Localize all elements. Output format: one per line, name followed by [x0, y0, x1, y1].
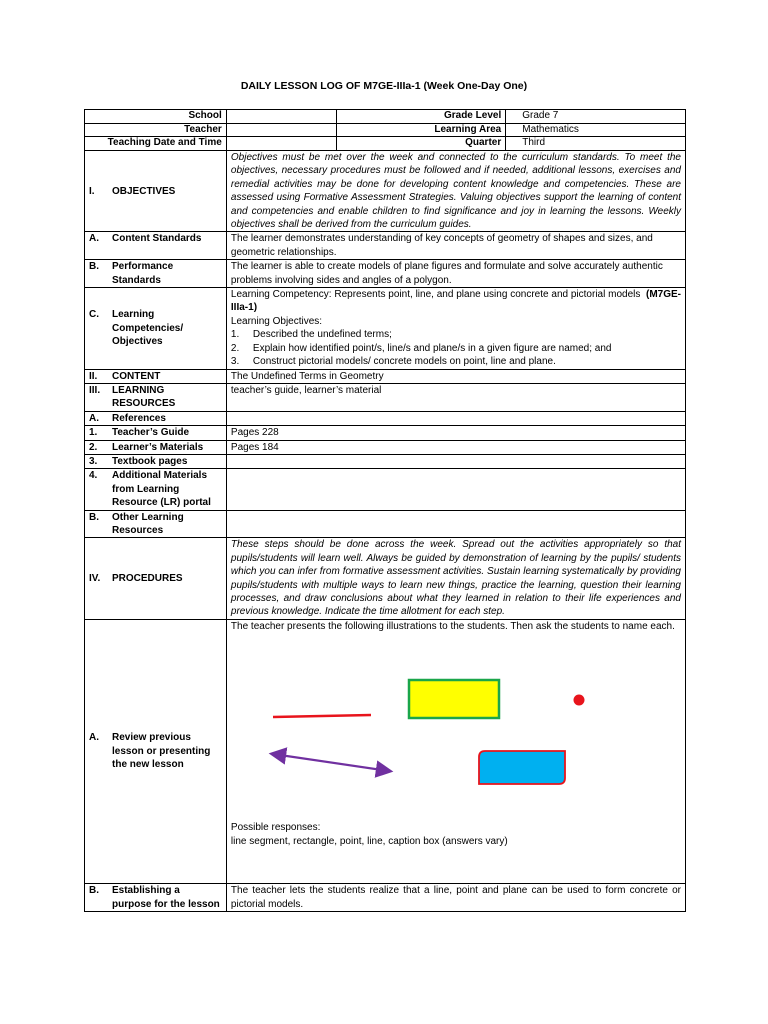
- competencies-text: [226, 288, 685, 369]
- other-resources-text: [226, 510, 685, 538]
- row-number: C.: [89, 309, 99, 321]
- learners-materials-text: Pages 184: [226, 440, 685, 454]
- row-learning-resources: [85, 383, 686, 411]
- content-standards-text: The learner demonstrates understanding of key concepts of geometry of shapes and sizes, and geometric relationships.: [226, 232, 685, 260]
- row-title: Learning Competencies/ Objectives: [112, 309, 184, 347]
- row-number: B.: [89, 261, 99, 273]
- row-number: A.: [89, 233, 99, 245]
- review-cell: [226, 619, 685, 883]
- list-item: [231, 328, 681, 341]
- row-title: Additional Materials from Learning Resource (LR) portal: [112, 470, 211, 509]
- row-title: References: [112, 412, 166, 424]
- objectives-text: Objectives must be met over the week and connected to the curriculum standards. To meet the objectives, necessary procedures must be followed and if needed, additional lessons, exercises and remedial activities may be done for developing content knowledge and competencies. These are assessed using Formative Assessment Strategies. Valuing objectives support the learning of content and competencies and enable children to find significance and joy in learning the lessons. Weekly objectives shall be derived from the curriculum guides.: [226, 151, 685, 232]
- header-row-teacher: [85, 123, 686, 137]
- date-label: Teaching Date and Time: [85, 137, 227, 151]
- list-item: [231, 342, 681, 355]
- list-number: 3.: [230, 356, 240, 368]
- textbook-pages-text: [226, 454, 685, 468]
- row-title: OBJECTIVES: [112, 185, 176, 197]
- purpose-text: The teacher lets the students realize that a line, point and plane can be used to form concrete or pictorial models.: [226, 884, 685, 912]
- learning-area-value: Mathematics: [506, 123, 686, 137]
- learning-objectives-list: [231, 328, 681, 368]
- row-number: 4.: [89, 470, 98, 482]
- quarter-label: Quarter: [336, 137, 506, 151]
- row-title: PROCEDURES: [112, 572, 183, 584]
- content-label: [85, 369, 227, 383]
- row-title: CONTENT: [112, 370, 161, 382]
- competencies-label: [85, 288, 227, 369]
- row-title: Other Learning Resources: [112, 511, 184, 536]
- performance-standards-label: [85, 260, 227, 288]
- header-row-school: [85, 110, 686, 124]
- responses-heading: Possible responses:: [230, 822, 321, 834]
- references-label: [85, 411, 227, 425]
- row-title: Review previous lesson or presenting the new lesson: [112, 732, 211, 771]
- header-row-date: [85, 137, 686, 151]
- row-learners-materials: [85, 440, 686, 454]
- competency-code: (M7GE-IIIa-1): [230, 289, 681, 314]
- row-number: A.: [89, 732, 99, 744]
- row-procedures: [85, 538, 686, 619]
- rectangle-shape: [409, 680, 499, 718]
- purpose-label: [85, 884, 227, 912]
- list-item: [231, 355, 681, 368]
- teacher-field[interactable]: [226, 123, 336, 137]
- competency-text: Learning Competency: Represents point, line, and plane using concrete and pictorial models: [230, 289, 641, 301]
- row-title: LEARNING RESOURCES: [112, 384, 176, 410]
- content-standards-label: [85, 232, 227, 260]
- list-text: Construct pictorial models/ concrete models on point, line and plane.: [252, 356, 556, 368]
- learners-materials-label: [85, 440, 227, 454]
- learning-objectives-heading: Learning Objectives:: [230, 315, 323, 327]
- school-label: School: [85, 110, 227, 124]
- teachers-guide-label: [85, 426, 227, 440]
- illustrations: [231, 633, 681, 883]
- row-number: B.: [89, 885, 99, 897]
- quarter-value: Third: [506, 137, 686, 151]
- page-title: DAILY LESSON LOG OF M7GE-IIIa-1 (Week One-Day One): [240, 80, 528, 92]
- point-shape: [573, 695, 584, 706]
- row-title: Textbook pages: [112, 455, 188, 467]
- procedures-text: These steps should be done across the week. Spread out the activities appropriately so that pupils/students will learn well. Always be guided by demonstration of learning by the pupils/ students which you can infer from formative assessment activities. Sustain learning systematically by providing pupils/students with multiple ways to learn new things, practice the learning, question their learning processes, and draw conclusions about what they learned in relation to their life experiences and previous knowledge. Indicate the time allotment for each step.: [226, 538, 685, 619]
- other-resources-label: [85, 510, 227, 538]
- grade-level-value: Grade 7: [506, 110, 686, 124]
- caption-box-shape: [479, 751, 565, 784]
- list-text: Explain how identified point/s, line/s and plane/s in a given figure are named; and: [252, 342, 612, 354]
- row-content-standards: [85, 232, 686, 260]
- row-references: [85, 411, 686, 425]
- row-number: II.: [89, 370, 98, 382]
- illustrations-svg: [231, 633, 683, 803]
- list-number: 2.: [230, 342, 240, 354]
- references-text: [226, 411, 685, 425]
- row-objectives: [85, 151, 686, 232]
- row-review: [85, 619, 686, 883]
- row-title: Learner’s Materials: [112, 441, 204, 453]
- row-title: Performance Standards: [112, 261, 174, 286]
- teacher-label: Teacher: [85, 123, 227, 137]
- row-competencies: [85, 288, 686, 369]
- textbook-pages-label: [85, 454, 227, 468]
- teachers-guide-text: Pages 228: [226, 426, 685, 440]
- learning-resources-label: [85, 383, 227, 411]
- row-title: Establishing a purpose for the lesson: [112, 885, 220, 910]
- header-table: [84, 109, 686, 151]
- learning-area-label: Learning Area: [336, 123, 506, 137]
- row-performance-standards: [85, 260, 686, 288]
- school-field[interactable]: [226, 110, 336, 124]
- row-number: I.: [89, 185, 95, 197]
- list-number: 1.: [230, 329, 240, 341]
- row-content: [85, 369, 686, 383]
- additional-materials-text: [226, 469, 685, 510]
- row-number: III.: [89, 384, 101, 396]
- row-other-resources: [85, 510, 686, 538]
- row-number: 2.: [89, 441, 98, 453]
- performance-standards-text: The learner is able to create models of plane figures and formulate and solve accurately authentic problems involving sides and angles of a polygon.: [226, 260, 685, 288]
- review-text: The teacher presents the following illustrations to the students. Then ask the students to name each.: [230, 620, 675, 632]
- row-number: A.: [89, 412, 99, 424]
- row-textbook-pages: [85, 454, 686, 468]
- grade-level-label: Grade Level: [336, 110, 506, 124]
- additional-materials-label: [85, 469, 227, 510]
- line-segment-shape: [273, 715, 371, 717]
- objectives-label: [85, 151, 227, 232]
- review-label: [85, 619, 227, 883]
- responses-text: line segment, rectangle, point, line, caption box (answers vary): [230, 835, 508, 847]
- learning-resources-text: teacher’s guide, learner’s material: [226, 383, 685, 411]
- row-title: Teacher’s Guide: [112, 427, 190, 439]
- lesson-table: [84, 150, 686, 912]
- row-teachers-guide: [85, 426, 686, 440]
- list-text: Described the undefined terms;: [252, 329, 392, 341]
- row-purpose: [85, 884, 686, 912]
- row-number: B.: [89, 511, 99, 523]
- row-number: 3.: [89, 455, 98, 467]
- row-number: 1.: [89, 427, 98, 439]
- possible-responses: [231, 821, 508, 848]
- content-text: The Undefined Terms in Geometry: [226, 369, 685, 383]
- procedures-label: [85, 538, 227, 619]
- row-title: Content Standards: [112, 233, 202, 245]
- row-additional-materials: [85, 469, 686, 510]
- date-field[interactable]: [226, 137, 336, 151]
- row-number: IV.: [89, 572, 101, 584]
- line-arrow-shape: [273, 754, 389, 771]
